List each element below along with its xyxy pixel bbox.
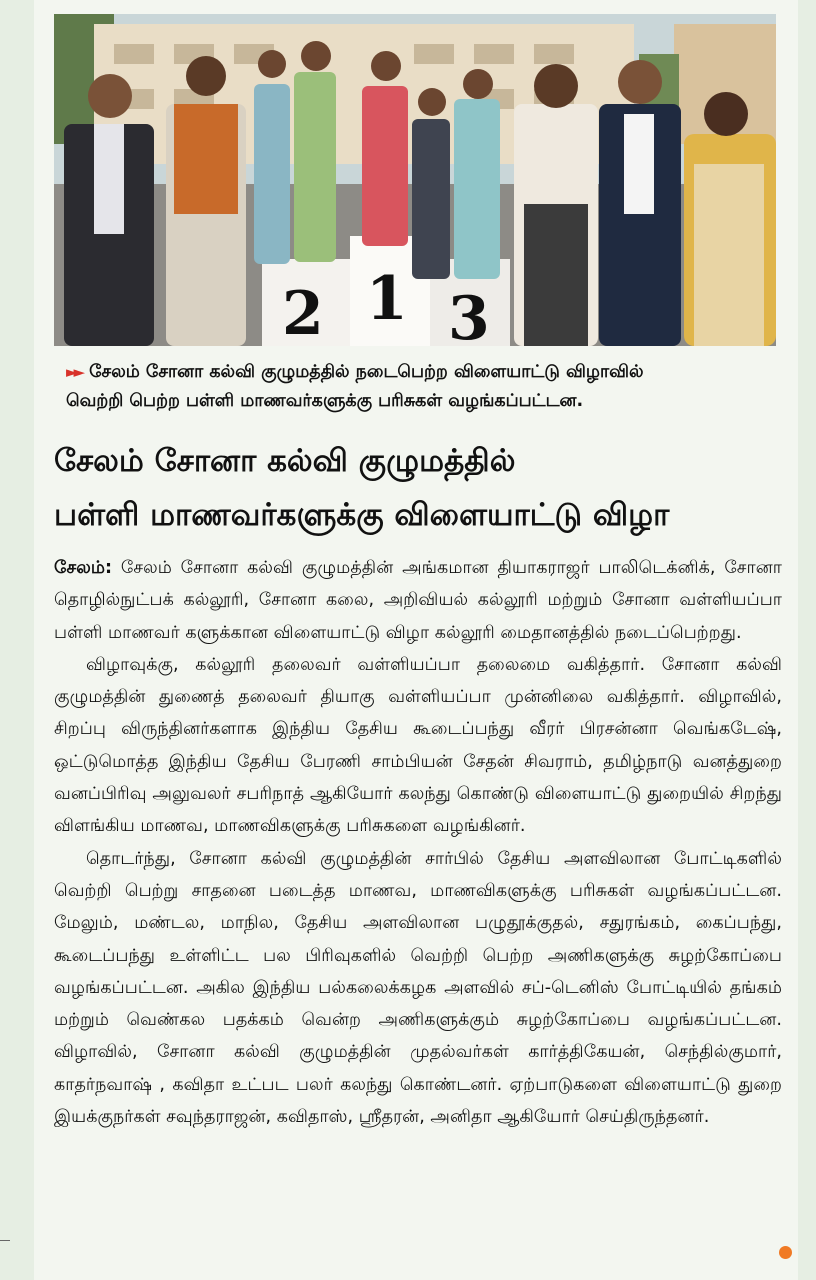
margin-rule (0, 1240, 10, 1241)
dateline: சேலம்: (54, 558, 113, 578)
paragraph-3: தொடர்ந்து, சோனா கல்வி குழுமத்தின் சார்பில் தேசிய அளவிலான போட்டிகளில் வெற்றி பெற்று சாதனை படைத்த மாணவ, மாணவிகளுக்கு பரிசுகள் வழங்கப்பட்டன. மேலும், மண்டல, மாநில, தேசிய அளவிலான பழுதூக்குதல், சதுரங்கம், கைப்பந்து, கூடைப்பந்து உள்ளிட்ட பல பிரிவுகளில் வெற்றி பெற்ற அணிகளுக்கு சுழற்கோப்பை வழங்கப்பட்டன. அகில இந்திய பல்கலைக்கழக அளவில் சப்-டெனிஸ் போட்டியில் தங்கம் மற்றும் வெண்கல பதக்கம் வென்ற அணிகளுக்கும் சுழற்கோப்பை வழங்கப்பட்டன. விழாவில், சோனா கல்வி குழுமத்தின் முதல்வர்கள் கார்த்திகேயன், செந்தில்குமார், காதர்நவாஷ் , கவிதா உட்பட பலர் கலந்து கொண்டனர். ஏற்பாடுகளை விளையாட்டு துறை இயக்குநர்கள் சவுந்தராஜன், கவிதாஸ், ஶ்ரீதரன், அனிதா ஆகியோர் செய்திருந்தனர். (54, 848, 782, 1128)
caption-line-2: வெற்றி பெற்ற பள்ளி மாணவர்களுக்கு பரிசுகள் வழங்கப்பட்டன. (66, 391, 584, 411)
article-headline (54, 434, 784, 542)
article-end-marker (779, 1246, 792, 1259)
caption-line-1: சேலம் சோனா கல்வி குழுமத்தில் நடைபெற்ற விளையாட்டு விழாவில் (89, 362, 644, 382)
article-body (54, 552, 782, 1133)
headline-line-1: சேலம் சோனா கல்வி குழுமத்தில் (54, 443, 516, 479)
headline-line-2: பள்ளி மாணவர்களுக்கு விளையாட்டு விழா (54, 497, 670, 533)
paragraph-2: விழாவுக்கு, கல்லூரி தலைவர் வள்ளியப்பா தலைமை வகித்தார். சோனா கல்வி குழுமத்தின் துணைத் தலைவர் தியாகு வள்ளியப்பா முன்னிலை வகித்தார். விழாவில், சிறப்பு விருந்தினர்களாக இந்திய தேசிய கூடைப்பந்து வீரர் பிரசன்னா வெங்கடேஷ், ஒட்டுமொத்த இந்திய தேசிய பேரணி சாம்பியன் சேதன் சிவராம், தமிழ்நாடு வனத்துறை வனப்பிரிவு அலுவலர் சபரிநாத் ஆகியோர் கலந்து கொண்டு விளையாட்டு துறையில் சிறந்து விளங்கிய மாணவ, மாணவிகளுக்கு பரிசுகளை வழங்கினர். (54, 654, 782, 837)
newspaper-clipping (34, 0, 798, 1280)
event-photo (54, 14, 776, 346)
podium-number-3: 3 (448, 284, 490, 346)
caption-marker-icon: ►► (66, 363, 82, 381)
podium-number-2: 2 (282, 279, 324, 346)
paragraph-1 (54, 552, 782, 649)
podium-number-1: 1 (366, 264, 408, 334)
photo-caption (66, 358, 778, 416)
paragraph-1-text: சேலம் சோனா கல்வி குழுமத்தின் அங்கமான தியாகராஜர் பாலிடெக்னிக், சோனா தொழில்நுட்பக் கல்லூரி, சோனா கலை, அறிவியல் கல்லூரி மற்றும் சோனா வள்ளியப்பா பள்ளி மாணவர் களுக்கான விளையாட்டு விழா கல்லூரி மைதானத்தில் நடைப்பெற்றது. (54, 558, 782, 643)
